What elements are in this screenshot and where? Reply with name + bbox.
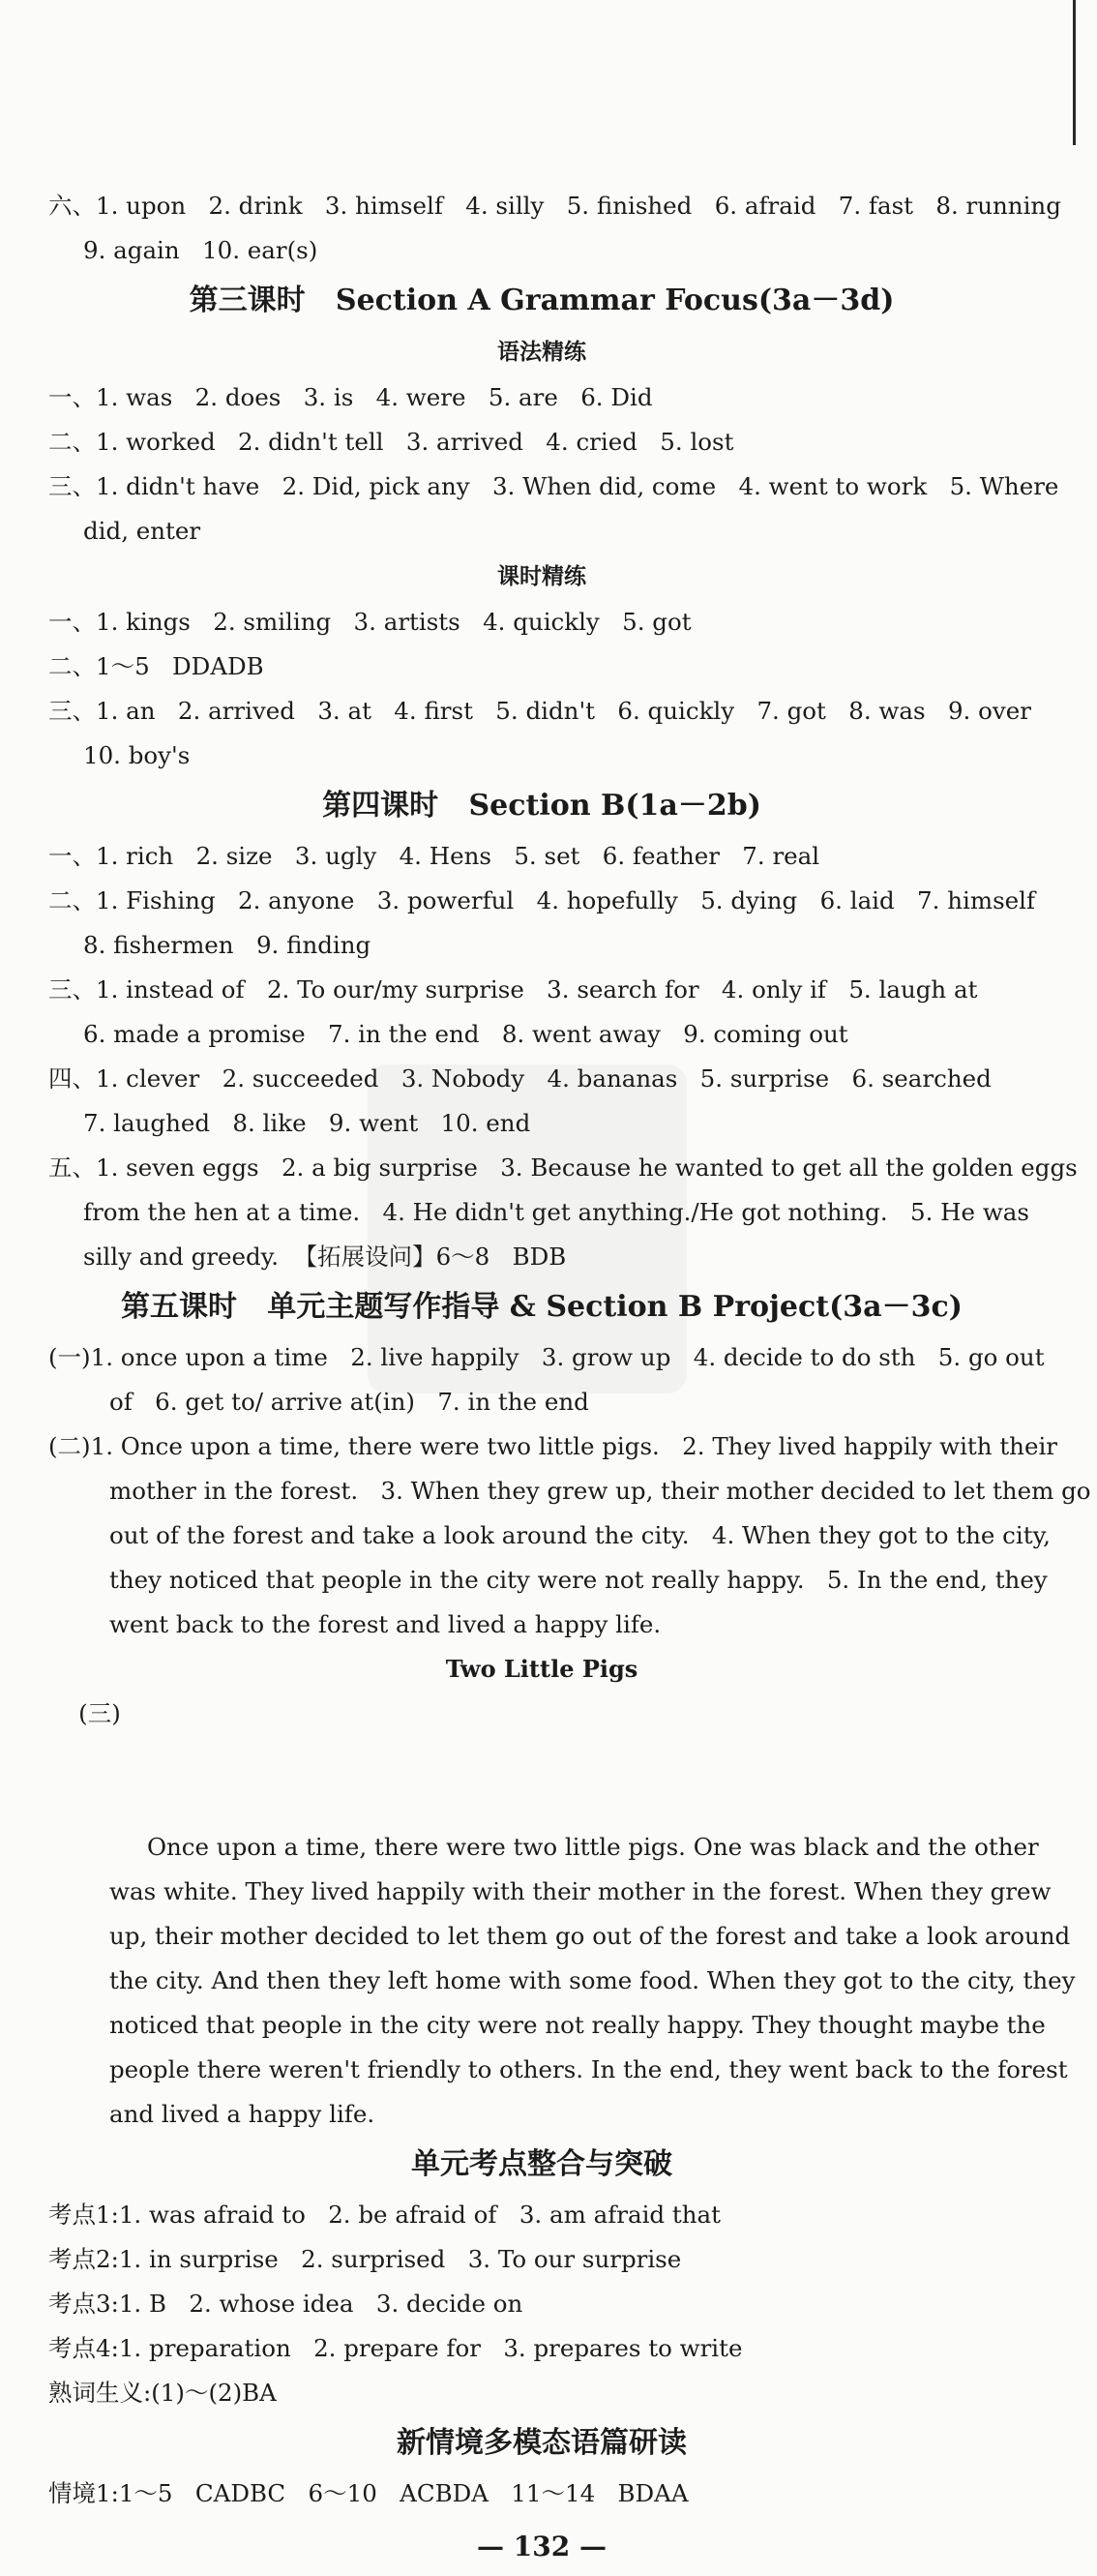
essay-line: people there weren't friendly to others. In the end, they went back to the forest: [109, 2055, 1068, 2083]
answer-line: 考点1:1. was afraid to 2. be afraid of 3. am afraid that: [48, 2201, 721, 2229]
essay-line: was white. They lived happily with their mother in the forest. When they grew: [109, 1877, 1052, 1905]
answer-line: out of the forest and take a look around the city. 4. When they got to the city,: [109, 1521, 1051, 1549]
answer-line: 一、1. was 2. does 3. is 4. were 5. are 6. Did: [48, 383, 653, 411]
answer-line: 10. boy's: [83, 741, 191, 769]
answer-line: 考点3:1. B 2. whose idea 3. decide on: [48, 2290, 523, 2318]
grammar-subtitle: 语法精练: [497, 339, 586, 365]
page-number: — 132 —: [477, 2531, 607, 2562]
answer-line: did, enter: [83, 517, 201, 545]
answer-line: 熟词生义:(1)～(2)BA: [48, 2379, 277, 2407]
answer-line: of 6. get to/ arrive at(in) 7. in the end: [109, 1388, 589, 1416]
answer-line: (二)1. Once upon a time, there were two little pigs. 2. They lived happily with their: [48, 1432, 1058, 1460]
answer-line: 7. laughed 8. like 9. went 10. end: [83, 1109, 531, 1137]
answer-line: 一、1. kings 2. smiling 3. artists 4. quickly 5. got: [48, 608, 692, 636]
answer-line: 情境1:1～5 CADBC 6～10 ACBDA 11～14 BDAA: [48, 2479, 689, 2507]
answer-page: [48, 184, 1091, 2576]
essay-line: noticed that people in the city were not really happy. They thought maybe the: [109, 2011, 1046, 2039]
lesson5-title: 第五课时 单元主题写作指导 & Section B Project(3a－3c): [121, 1290, 963, 1324]
lesson3-title: 第三课时 Section A Grammar Focus(3a－3d): [189, 284, 895, 317]
essay-title: Two Little Pigs: [445, 1655, 638, 1683]
answer-line: 考点2:1. in surprise 2. surprised 3. To our surprise: [48, 2245, 682, 2273]
essay-line: Once upon a time, there were two little pigs. One was black and the other: [109, 1833, 1039, 1861]
answer-line: 二、1. worked 2. didn't tell 3. arrived 4. cried 5. lost: [48, 428, 734, 456]
answer-line: mother in the forest. 3. When they grew up, their mother decided to let them go: [109, 1477, 1091, 1505]
context-title: 新情境多模态语篇研读: [397, 2426, 687, 2460]
answer-line: from the hen at a time. 4. He didn't get anything./He got nothing. 5. He was: [83, 1198, 1029, 1226]
answer-line: 二、1. Fishing 2. anyone 3. powerful 4. hopefully 5. dying 6. laid 7. himself: [48, 886, 1036, 914]
answer-line: 8. fishermen 9. finding: [83, 931, 371, 959]
answer-line: 考点4:1. preparation 2. prepare for 3. prepares to write: [48, 2334, 743, 2362]
answer-line: 6. made a promise 7. in the end 8. went away 9. coming out: [83, 1020, 848, 1048]
answer-line: 三、1. an 2. arrived 3. at 4. first 5. didn't 6. quickly 7. got 8. was 9. over: [48, 697, 1031, 725]
answer-line: 六、1. upon 2. drink 3. himself 4. silly 5. finished 6. afraid 7. fast 8. running: [48, 192, 1061, 220]
answer-line: 三、1. instead of 2. To our/my surprise 3. search for 4. only if 5. laugh at: [48, 975, 978, 1003]
lesson4-title: 第四课时 Section B(1a－2b): [322, 789, 761, 823]
page-fold-line: [1073, 0, 1076, 145]
essay-header: [48, 1647, 1035, 1825]
answer-line: went back to the forest and lived a happy life.: [109, 1610, 662, 1638]
essay-line: and lived a happy life.: [109, 2100, 375, 2128]
answer-line: 三、1. didn't have 2. Did, pick any 3. When did, come 4. went to work 5. Where: [48, 472, 1059, 500]
essay-line: the city. And then they left home with some food. When they got to the city, they: [109, 1966, 1076, 1994]
essay-line: up, their mother decided to let them go out of the forest and take a look around: [109, 1922, 1071, 1950]
practice-subtitle: 课时精练: [497, 563, 586, 589]
unit-title: 单元考点整合与突破: [411, 2147, 672, 2181]
answer-line: 四、1. clever 2. succeeded 3. Nobody 4. bananas 5. surprise 6. searched: [48, 1064, 992, 1093]
answer-line: (一)1. once upon a time 2. live happily 3. grow up 4. decide to do sth 5. go out: [48, 1343, 1045, 1371]
essay-label: (三): [78, 1699, 121, 1727]
answer-line: 五、1. seven eggs 2. a big surprise 3. Because he wanted to get all the golden eggs: [48, 1153, 1078, 1182]
answer-line: 一、1. rich 2. size 3. ugly 4. Hens 5. set 6. feather 7. real: [48, 842, 820, 870]
answer-line: silly and greedy. 【拓展设问】6～8 BDB: [83, 1243, 567, 1271]
answer-line: 9. again 10. ear(s): [83, 236, 318, 264]
answer-line: 二、1～5 DDADB: [48, 652, 264, 680]
answer-line: they noticed that people in the city were not really happy. 5. In the end, they: [109, 1566, 1048, 1594]
